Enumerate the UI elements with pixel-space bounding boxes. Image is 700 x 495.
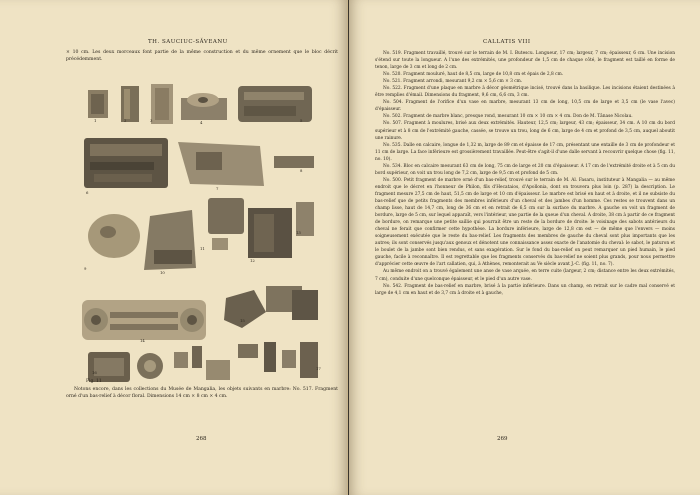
fragment-7 (178, 142, 264, 186)
left-page (0, 0, 348, 495)
figure-number-2: 2 (124, 118, 127, 123)
intro-paragraph: × 10 cm. Les deux morceaux font partie de la même construction et du même ornement que le bloc décrit précédemment. (66, 50, 338, 63)
paragraph-502: No. 502. Fragment de marbre blanc, presque rond, mesurant 10 cm × 10 cm × 4 cm. Don de M. Tănase Nicolau. (383, 114, 633, 120)
paragraph-507: No. 507. Fragment à moulures, brisé aux deux extrémités. Hauteur, 12,5 cm; largeur, 43 cm; épaisseur, 34 cm. A 10 cm du bord supérieur et à 8 cm de l'extrémité gauche, cassée, se trouve un trou, long de 6 cm, large de 4 cm et profond de 3,5 cm, auquel aboutit une rainure. (375, 121, 675, 141)
figure-number-3: 3 (150, 118, 153, 123)
figure-number-9: 9 (84, 266, 87, 271)
paragraph-534: No. 534. Bloc en calcaire mesurant 63 cm de long, 75 cm de large et 20 cm d'épaisseur. A 17 cm de l'extrémité droite et à 5 cm du bord supérieur, on voit un trou long de 7,2 cm, large de 9,5 cm et profond de 5 cm. (375, 163, 675, 176)
left-closing-text (66, 386, 338, 400)
fragment-5 (238, 86, 312, 122)
figure-number-10: 10 (160, 270, 165, 275)
figure-number-8: 8 (300, 168, 303, 173)
fragment-14-capital (82, 300, 206, 340)
figure-number-7: 7 (216, 186, 219, 191)
fragment-8 (274, 156, 314, 168)
fragment-15 (224, 286, 318, 328)
folio-left: 268 (196, 436, 207, 442)
figure-number-6: 6 (86, 190, 89, 195)
right-body-text (375, 50, 675, 297)
figure-number-15: 15 (240, 318, 245, 323)
fragment-9 (88, 214, 140, 258)
fragment-11 (208, 198, 244, 250)
fragment-2 (121, 86, 139, 122)
paragraph-anse: Au même endroit on a trouvé également une anse de vase arquée, en terre cuite (largeur, 2 cm; distance entre les deux extrémités, 7 cm), conduite d'une quelconque épaisseur, et le pied d'un autre vase. (375, 269, 675, 282)
running-head-left: TH. SAUCIUC-SĂVEANU (148, 39, 228, 45)
right-page (349, 0, 700, 495)
figure-number-5: 5 (300, 118, 303, 123)
figure-number-1: 1 (94, 118, 97, 123)
fragment-4 (181, 93, 227, 120)
left-intro-text (66, 49, 338, 63)
paragraph-542: No. 542. Fragment de bas-relief en marbre, brisé à la partie inférieure. Dans un champ, en retrait sur le cadre mal conservé et large de 4,1 cm en haut et de 3,7 cm à droite et à gauche, (375, 283, 675, 296)
paragraph-535: No. 535. Dalle en calcaire, longue de 1,32 m, large de 89 cm et épaisse de 17 cm, présentant une entaille de 3 cm de profondeur et 11 cm de large. La face inférieure est grossièrement travaillée. Peut-être s'agit-il d'une dalle servant à recouvrir quelque chose (fig. 11, no. 10). (375, 142, 675, 162)
paragraph-504: No. 504. Fragment de l'orifice d'un vase en marbre, mesurant 13 cm de long, 10,5 cm de large et 3,5 cm (le vase l'avec) d'épaisseur. (375, 100, 675, 113)
paragraph-521: No. 521. Fragment arrondi, mesurant 9,2 cm × 5,6 cm × 3 cm. (383, 79, 523, 85)
fragment-12 (248, 208, 292, 258)
running-head-right: CALLATIS VIII (483, 39, 531, 45)
small-fragments-group (174, 342, 318, 380)
figure-number-14: 14 (140, 338, 145, 343)
paragraph-520: No. 520. Fragment mouluré, haut de 8,5 cm, large de 10,8 cm et épais de 2,8 cm. (383, 72, 564, 78)
folio-right: 269 (497, 436, 508, 442)
figure-number-12: 12 (250, 258, 255, 263)
figure-number-11: 11 (200, 246, 205, 251)
figure-number-4: 4 (200, 120, 203, 125)
paragraph-522: No. 522. Fragment d'une plaque en marbre à décor géométrique incisé, trouvé dans la basilique. Les incisions étaient destinées à être remplies d'émail. Dimensions du fragment, 9,6 cm, 6,6 cm, 3 cm. (375, 86, 675, 99)
fragment-10 (144, 210, 196, 270)
paragraph-500: No. 500. Petit fragment de marbre orné d'un bas-relief, trouvé sur le terrain de M. Al. Fasaru, instituteur à Mangalia — au même endroit que le décret en l'honneur de Philon, fils d'Hecataios, d'Apollonia, dont on trouvera plus loin (p. 287) la description. Le fragment mesure 27,5 cm de haut, 51,5 cm de large et 10 cm d'épaisseur. Le marbre est brisé en haut et à droite, et il ne subsiste du bas-relief que de petits fragments des membres inférieurs d'un cheval et des jambes d'un homme. Ces restes se trouvent dans un champ lisse, haut de 14,7 cm, long de 36 cm et en retrait de 6,5 cm sur la surface du marbre. A gauche on voit un fragment de bordure, large de 5 cm, sur lequel apparaît, vers l'intérieur, une partie de la queue d'un cheval. A droite, 38 cm à partir de ce fragment de bordure, on remarque une petite saillie qui pourrait être un reste de la bordure de droite: le voisinage des sabots antérieurs du cheval ne ferait que confirmer cette hypothèse. La bordure inférieure, large de 12,8 cm est — de même que l'envers — moins soigneusement exécutée que le reste du bas-relief. Les fragments des membres de gauche du cheval sont plus importants que les autres; ils sont conservés jusqu'aux genoux et dénotent une connaissance assez exacte de l'anatomie du cheval: le sabot, le paturon et le boulet de la jambe sont bien rendus, et sans exagération. Sur le fond du bas-relief on peut remarquer un pied humain, le pied gauche, facile à reconnaître. Il est regrettable que les fragments conservés du bas-relief ne soient plus grands, pour nous permettre d'apprécier cette œuvre de l'art callatien, qui, à Athènes, remonterait au Ve siècle avant J.-C. (fig. 11, no. 7). (375, 177, 675, 268)
fragment-3 (151, 84, 173, 124)
fragment-6 (84, 138, 168, 188)
fragment-16 (88, 352, 130, 382)
figure-number-17: 17 (316, 366, 321, 371)
figure-caption: Fig. 11 (86, 379, 102, 384)
figure-number-16: 16 (92, 370, 97, 375)
paragraph-519: No. 519. Fragment travaillé, trouvé sur le terrain de M. I. Butescu. Longueur, 17 cm; largeur, 7 cm; épaisseur, 6 cm. Une incision s'étend sur toute la longueur. A l'une des extrémités, une profondeur de 1,5 cm de chaque côté, le fragment est taillé en forme de tenon, large de 3 cm et long de 2 cm. (375, 51, 675, 71)
fragment-17 (137, 353, 163, 379)
figure-number-13: 13 (296, 230, 301, 235)
fragment-1 (88, 90, 108, 118)
closing-paragraph: Notons encore, dans les collections du Musée de Mangalia, les objets suivants en marbre: No. 517. Fragment orné d'un bas-relief à décor floral. Dimensions 14 cm × 8 cm × 4 cm. (66, 387, 338, 400)
